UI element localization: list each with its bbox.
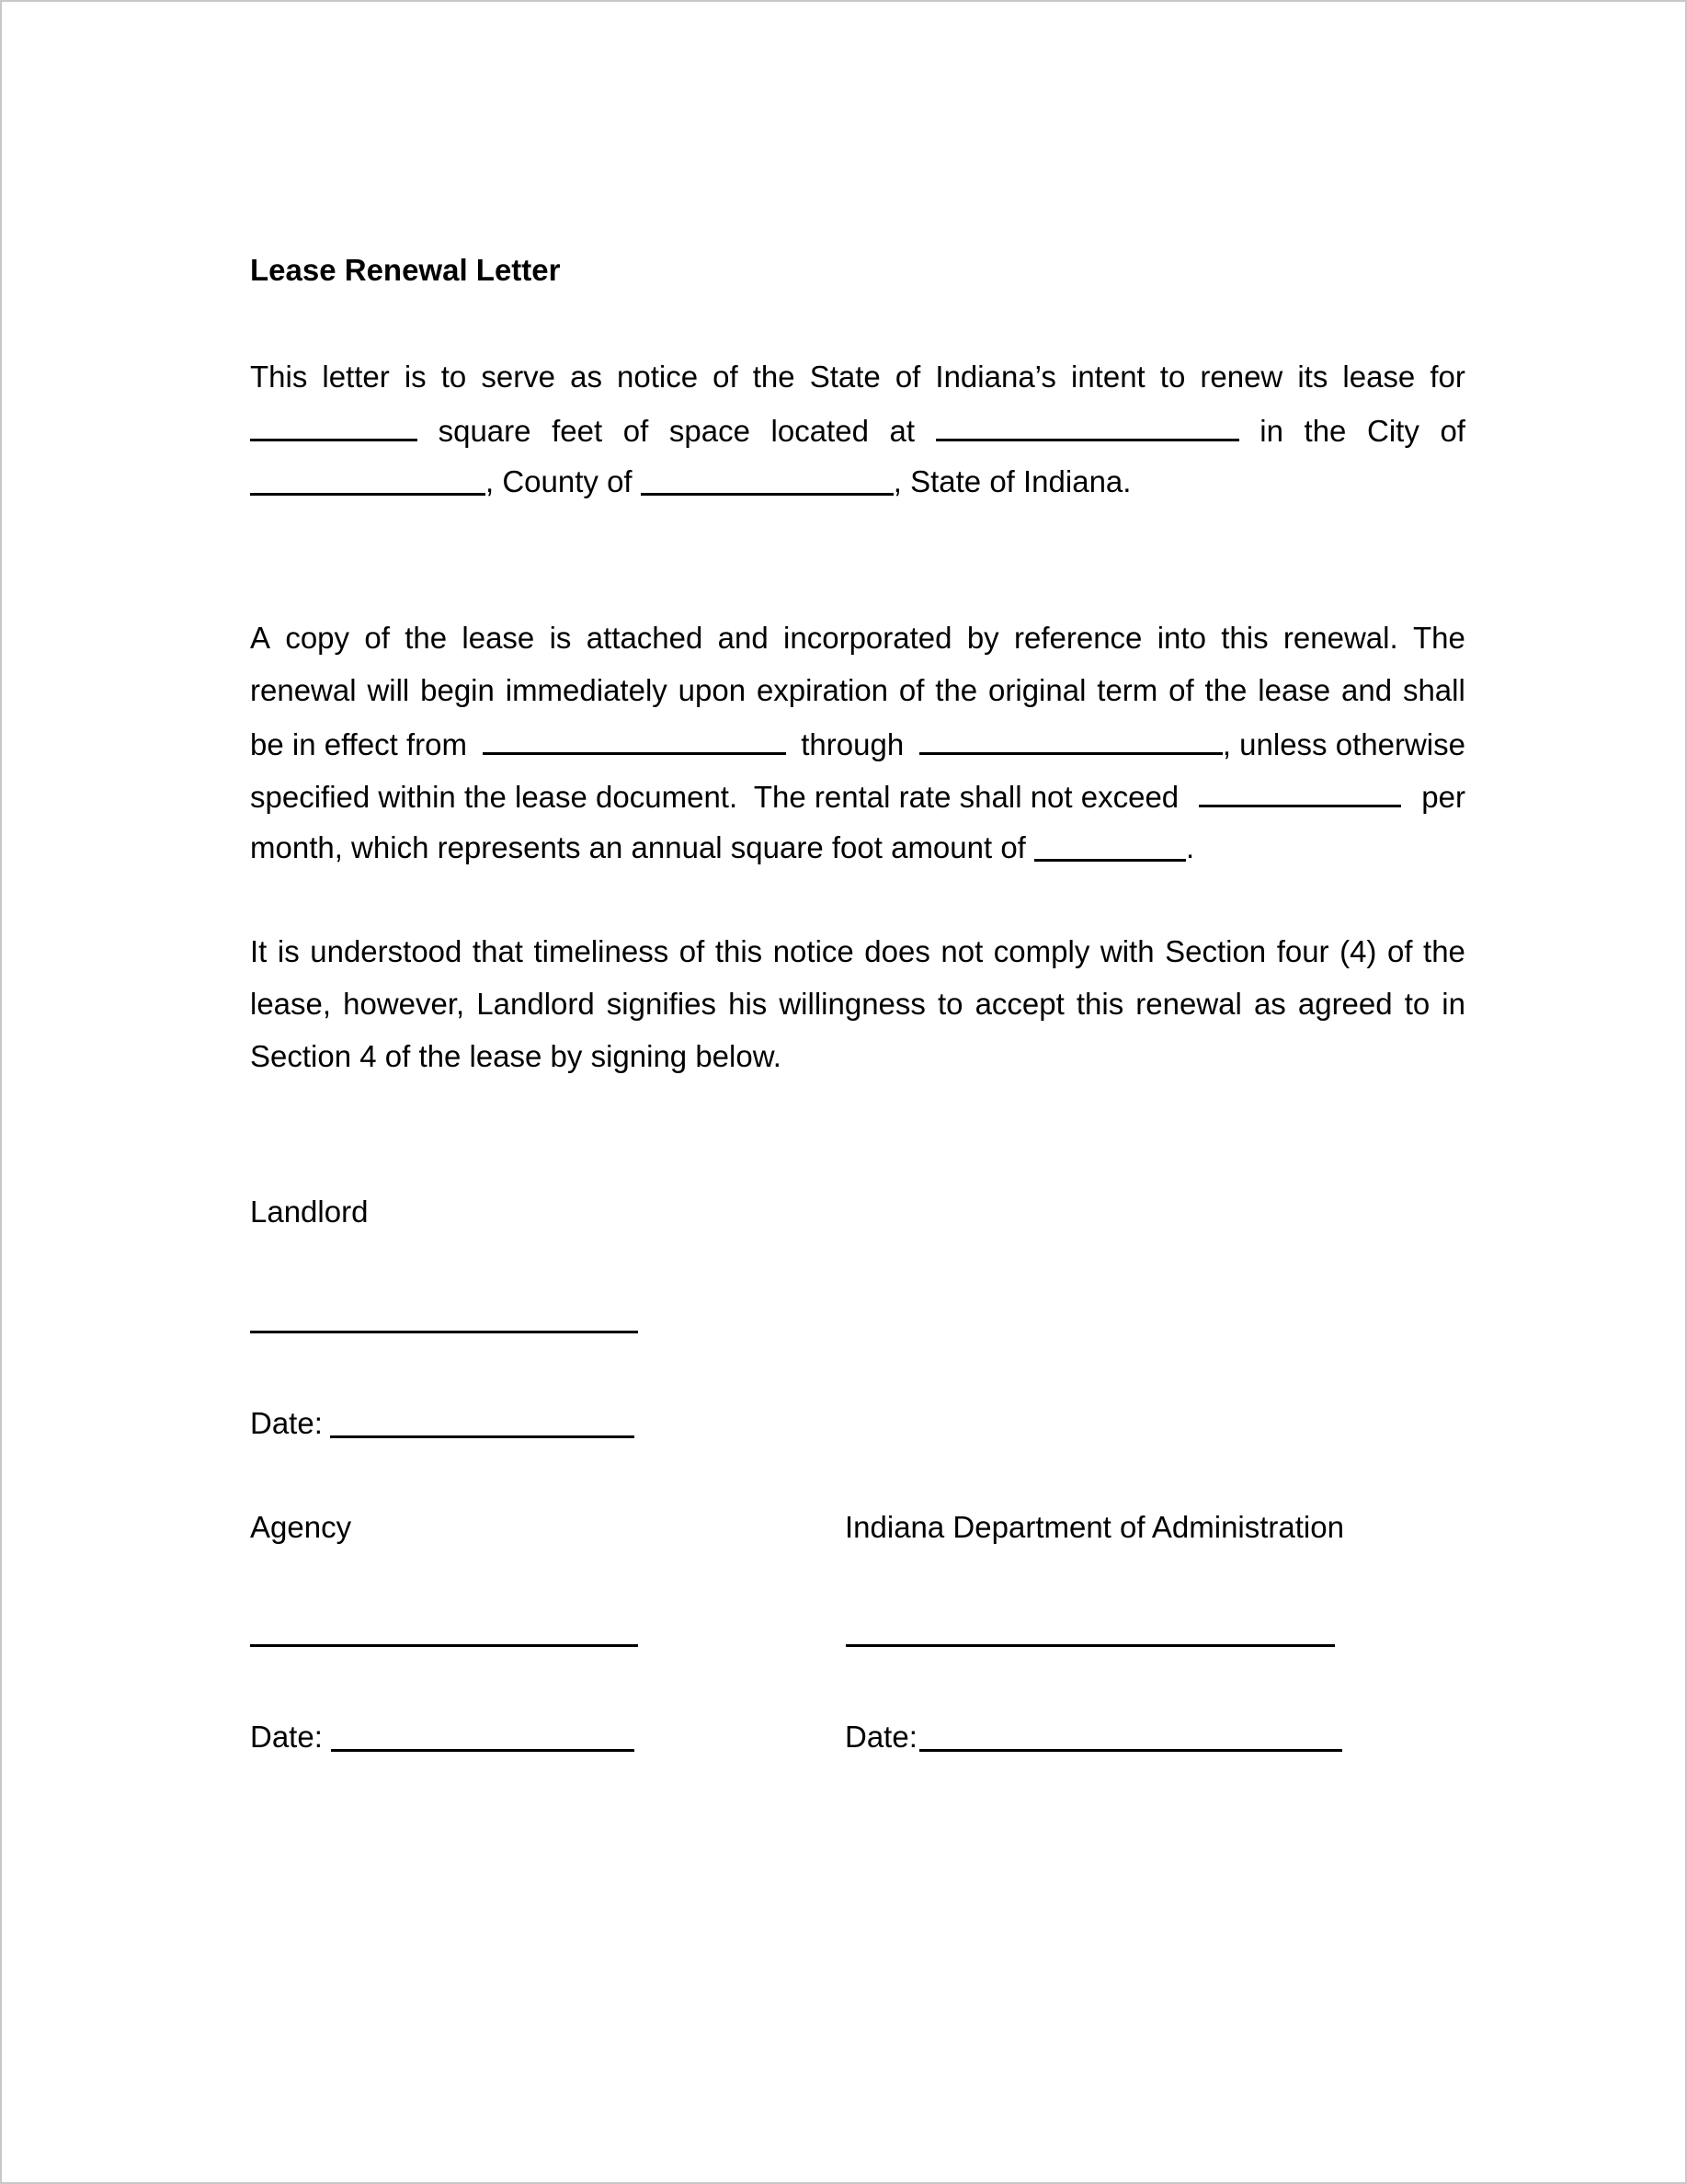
word: is [404, 360, 427, 394]
word: understood [310, 934, 462, 968]
word: of [712, 360, 738, 394]
word: expiration [756, 673, 889, 707]
paragraph1-line3 [250, 463, 1465, 500]
agency-signature-line[interactable] [250, 1644, 638, 1647]
word: this [1076, 987, 1124, 1021]
p1-word: in [1260, 414, 1283, 448]
word: notice [617, 360, 699, 394]
word: shall [1402, 673, 1465, 707]
word: It [250, 934, 268, 968]
word: lease [1258, 673, 1331, 707]
word: the [752, 360, 795, 394]
word: serve [481, 360, 556, 394]
word: this [1221, 621, 1269, 655]
word: and [1341, 673, 1393, 707]
word: renewal. [1282, 621, 1398, 655]
county-text: , County of [485, 464, 641, 498]
paragraph1-line2 [250, 411, 1465, 448]
department-label: Indiana Department of Administration [845, 1510, 1344, 1544]
word: to [937, 987, 963, 1021]
word: to [1404, 987, 1431, 1021]
word: of [898, 673, 925, 707]
word: of [364, 621, 390, 655]
word: renewal [1135, 987, 1242, 1021]
city-blank[interactable] [250, 465, 485, 496]
p2-text: specified within the lease document. The rental rate shall not exceed [250, 780, 1180, 814]
word: Indiana’s [935, 360, 1056, 394]
word: Landlord [476, 987, 595, 1021]
word: term [1097, 673, 1158, 707]
word: into [1157, 621, 1206, 655]
word: renew [1200, 360, 1283, 394]
word: and [717, 621, 769, 655]
agency-date-label: Date: [250, 1720, 323, 1754]
word: State [809, 360, 881, 394]
paragraph2-line4 [250, 777, 1465, 814]
address-blank[interactable] [936, 411, 1239, 441]
word: lease, [250, 987, 332, 1021]
paragraph2-line1 [250, 620, 1465, 657]
word: not [940, 934, 984, 968]
word: comply [993, 934, 1090, 968]
word: letter [322, 360, 390, 394]
word: willingness [779, 987, 926, 1021]
document-title: Lease Renewal Letter [250, 253, 561, 287]
landlord-label: Landlord [250, 1195, 369, 1229]
word: original [988, 673, 1087, 707]
paragraph2-line5 [250, 829, 1465, 866]
word: the [405, 621, 448, 655]
word: timeliness [533, 934, 669, 968]
landlord-date-line[interactable] [330, 1435, 634, 1438]
word: of [1168, 673, 1194, 707]
word: lease [462, 621, 535, 655]
p2-text: . [1186, 830, 1195, 864]
word: copy [285, 621, 350, 655]
agency-label: Agency [250, 1510, 352, 1544]
word: the [1204, 673, 1248, 707]
word: with [1100, 934, 1155, 968]
word: This [250, 360, 308, 394]
p1-word: the [1304, 414, 1347, 448]
word: incorporated [783, 621, 952, 655]
county-blank[interactable] [641, 465, 894, 496]
word: the [1423, 934, 1465, 968]
word: reference [1013, 621, 1143, 655]
end-date-blank[interactable] [919, 725, 1223, 755]
p1-word: City [1367, 414, 1419, 448]
word: will [367, 673, 410, 707]
word: agreed [1297, 987, 1393, 1021]
square-feet-blank[interactable] [250, 411, 417, 441]
word: his [728, 987, 768, 1021]
state-text: , State of Indiana. [893, 464, 1132, 498]
landlord-signature-line[interactable] [250, 1331, 638, 1333]
department-date-label: Date: [845, 1720, 918, 1754]
department-date-line[interactable] [919, 1749, 1342, 1752]
word: four [1276, 934, 1329, 968]
word: of [1386, 934, 1413, 968]
word: for [1430, 360, 1465, 394]
landlord-date-label: Date: [250, 1406, 323, 1440]
word: is [277, 934, 300, 968]
word: renewal [250, 673, 357, 707]
p1-word: located [770, 414, 869, 448]
word: to [1159, 360, 1186, 394]
word: The [1412, 621, 1465, 655]
word: in [1442, 987, 1465, 1021]
p1-word: of [622, 414, 649, 448]
word: however, [343, 987, 465, 1021]
word: this [714, 934, 763, 968]
p2-text: month, which represents an annual square foot amount of [250, 830, 1035, 864]
word: does [864, 934, 930, 968]
paragraph3-line2 [250, 986, 1465, 1023]
paragraph1-line1 [250, 359, 1465, 395]
word: the [935, 673, 978, 707]
word: to [440, 360, 467, 394]
word: notice [772, 934, 854, 968]
agency-date-line[interactable] [331, 1749, 634, 1752]
word: is [549, 621, 572, 655]
word: by [966, 621, 999, 655]
word: as [1253, 987, 1286, 1021]
word: immediately [505, 673, 667, 707]
department-signature-line[interactable] [846, 1644, 1335, 1647]
word: A [250, 621, 271, 655]
p2-text: per [1421, 780, 1465, 814]
start-date-blank[interactable] [483, 725, 786, 755]
paragraph2-line3 [250, 725, 1465, 761]
word: its [1297, 360, 1328, 394]
word: attached [586, 621, 703, 655]
word: as [570, 360, 602, 394]
p1-word: feet [552, 414, 603, 448]
word: of [678, 934, 705, 968]
p1-word: of [1440, 414, 1465, 448]
rent-blank[interactable] [1199, 777, 1401, 807]
p1-word: at [889, 414, 916, 448]
word: lease [1342, 360, 1416, 394]
paragraph3-line1 [250, 933, 1465, 970]
p2-text: , unless otherwise [1222, 727, 1465, 761]
sqft-amount-blank[interactable] [1034, 831, 1186, 862]
word: upon [678, 673, 747, 707]
p2-text: through [801, 727, 905, 761]
paragraph3-line3: Section 4 of the lease by signing below. [250, 1039, 781, 1073]
word: accept [975, 987, 1065, 1021]
word: signifies [606, 987, 717, 1021]
word: of [895, 360, 921, 394]
word: begin [420, 673, 495, 707]
paragraph2-line2 [250, 672, 1465, 709]
word: Section [1165, 934, 1267, 968]
p1-word: square [438, 414, 531, 448]
word: (4) [1339, 934, 1377, 968]
p1-word: space [668, 414, 750, 448]
word: intent [1070, 360, 1146, 394]
word: that [472, 934, 523, 968]
p2-text: be in effect from [250, 727, 468, 761]
